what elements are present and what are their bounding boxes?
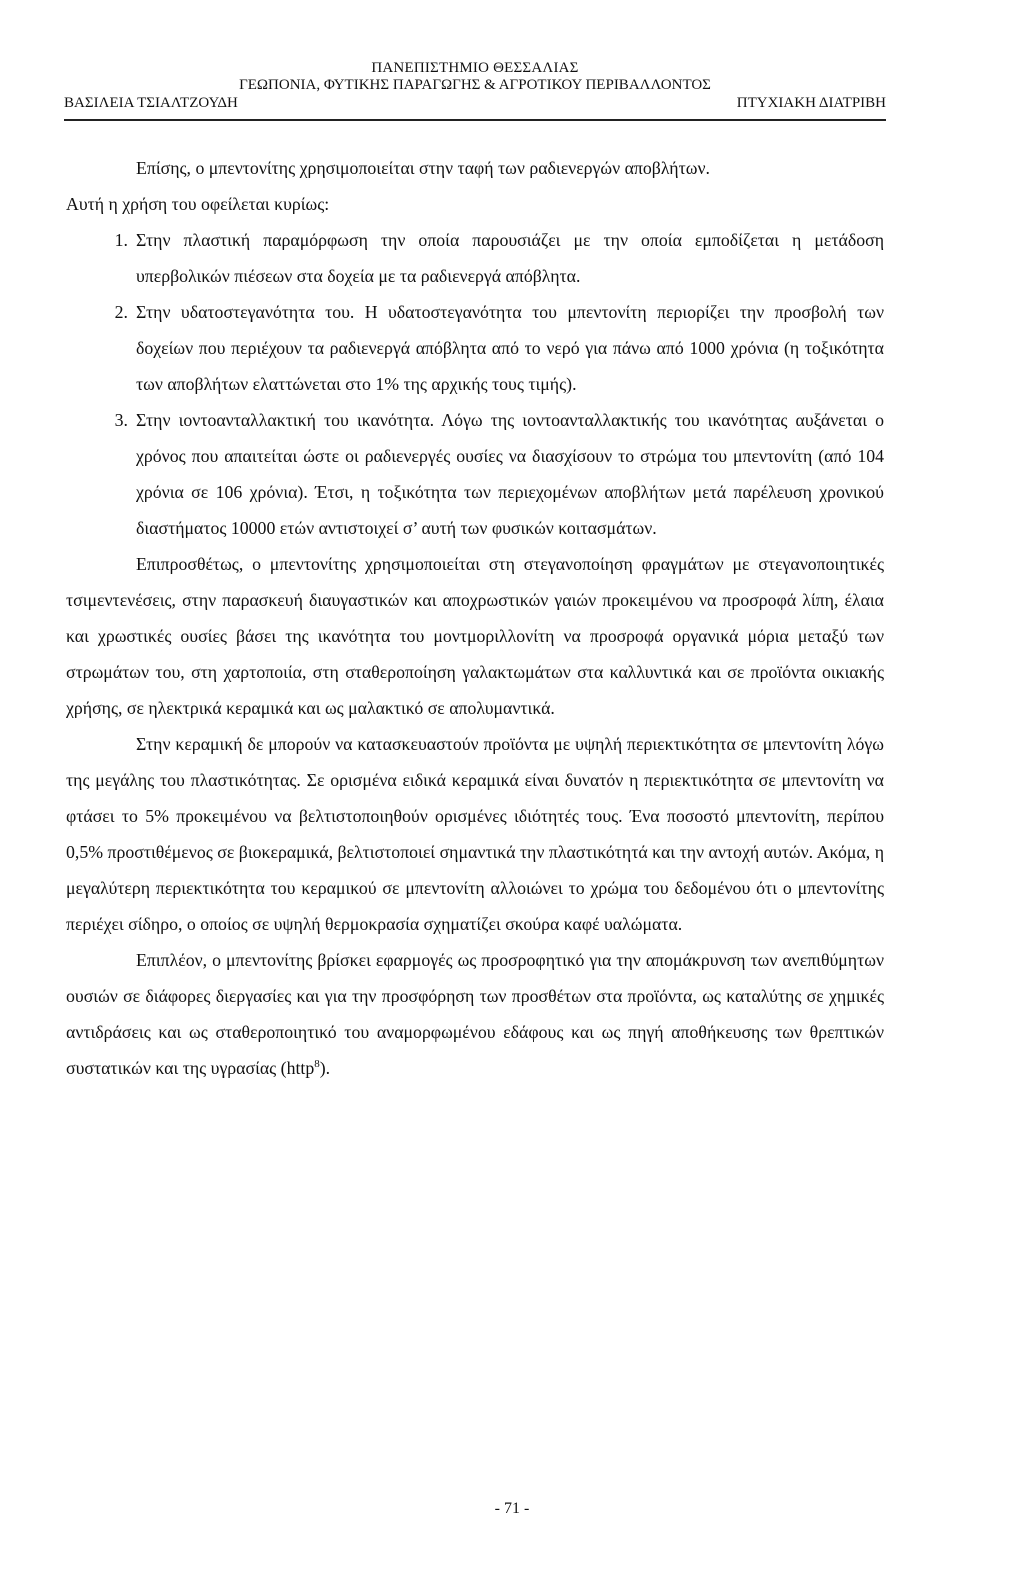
paragraph-applications-text: Επιπλέον, ο μπεντονίτης βρίσκει εφαρμογές ως προσροφητικό για την απομάκρυνση των ανεπιθύμητων ουσιών σε διάφορες διεργασίες και για την προσφόρηση των προσθέτων στα προϊόντα, ως καταλύτης σε χημικές αντιδράσεις και ως σταθεροποιητικό του αναμορφωμένου εδάφους και ως πηγή αποθήκευσης των θρεπτικών συστατικών και της υγρασίας (http <box>66 950 884 1078</box>
intro-sentence-2: Αυτή η χρήση του οφείλεται κυρίως: <box>66 194 330 214</box>
department-name: ΓΕΩΠΟΝΙΑ, ΦΥΤΙΚΗΣ ΠΑΡΑΓΩΓΗΣ & ΑΓΡΟΤΙΚΟΥ ΠΕΡΙΒΑΛΛΟΝΤΟΣ <box>239 77 711 93</box>
reference-superscript: 8 <box>314 1058 320 1070</box>
list-text: Στην υδατοστεγανότητα του. Η υδατοστεγανότητα του μπεντονίτη περιορίζει την προσβολή των δοχείων που περιέχουν τα ραδιενεργά απόβλητα από το νερό για πάνω από 1000 χρόνια (η τοξικότητα των αποβλήτων ελαττώνεται στο 1% της αρχικής τους τιμής). <box>136 302 884 394</box>
page-number: - 71 - <box>494 1500 530 1517</box>
list-text: Στην πλαστική παραμόρφωση την οποία παρουσιάζει με την οποία εμποδίζεται η μετάδοση υπερβολικών πιέσεων στα δοχεία με τα ραδιενεργά απόβλητα. <box>136 230 884 286</box>
header-row <box>64 77 886 95</box>
list-item <box>66 294 884 402</box>
document-type: ΠΤΥΧΙΑΚΗ ΔΙΑΤΡΙΒΗ <box>736 95 886 111</box>
list-item <box>66 402 884 546</box>
paragraph-applications <box>66 942 884 1086</box>
list-text: Στην ιοντοανταλλακτική του ικανότητα. Λόγω της ιοντοανταλλακτικής του ικανότητας αυξάνεται ο χρόνος που απαιτείται ώστε οι ραδιενεργές ουσίες να διασχίσουν το στρώμα του μπεντονίτη (από 104 χρόνια σε 106 χρόνια). Έτσι, η τοξικότητα των περιεχομένων αποβλήτων μετά παρέλευση χρονικού διαστήματος 10000 ετών αντιστοιχεί σ’ αυτή των φυσικών κοιτασμάτων. <box>136 410 884 538</box>
list-number: 1. <box>114 230 128 250</box>
paragraph-applications-end: ). <box>319 1058 331 1078</box>
page-header <box>64 60 886 113</box>
university-name: ΠΑΝΕΠΙΣΤΗΜΙΟ ΘΕΣΣΑΛΙΑΣ <box>371 60 579 76</box>
intro-sentence: Επίσης, ο μπεντονίτης χρησιμοποιείται στην ταφή των ραδιενεργών αποβλήτων. <box>136 158 710 178</box>
header-rule <box>64 119 886 121</box>
paragraph-uses: Επιπροσθέτως, ο μπεντονίτης χρησιμοποιείται στη στεγανοποίηση φραγμάτων με στεγανοποιητικές τσιμεντενέσεις, στην παρασκευή διαυγαστικών και αποχρωστικών γαιών προκειμένου να προσροφά λίπη, έλαια και χρωστικές ουσίες βάσει της ικανότητα του μοντμοριλλονίτη να προσροφά οργανικά μόρια μεταξύ των στρωμάτων του, στη χαρτοποιία, στη σταθεροποίηση γαλακτωμάτων στα καλλυντικά και σε προϊόντα οικιακής χρήσης, σε ηλεκτρικά κεραμικά και ως μαλακτικό σε απολυμαντικά. <box>66 554 884 718</box>
list-item <box>66 222 884 294</box>
list-number: 2. <box>114 302 128 322</box>
list-number: 3. <box>114 410 128 430</box>
header-row-bottom <box>64 95 886 113</box>
paragraph-ceramics: Στην κεραμική δε μπορούν να κατασκευαστούν προϊόντα με υψηλή περιεκτικότητα σε μπεντονίτη λόγω της μεγάλης του πλαστικότητας. Σε ορισμένα ειδικά κεραμικά είναι δυνατόν η περιεκτικότητα σε μπεντονίτη να φτάσει το 5% προκειμένου να βελτιστοποιηθούν ορισμένες ιδιότητές τους. Ένα ποσοστό μπεντονίτη, περίπου 0,5% προστιθέμενος σε βιοκεραμικά, βελτιστοποιεί σημαντικά την πλαστικότητά και την αντοχή αυτών. Ακόμα, η μεγαλύτερη περιεκτικότητα του κεραμικού σε μπεντονίτη αλλοιώνει το χρώμα του δεδομένου ότι ο μπεντονίτης περιέχει σίδηρο, ο οποίος σε υψηλή θερμοκρασία σχηματίζει σκούρα καφέ υαλώματα. <box>66 734 884 934</box>
page-body <box>66 150 884 1086</box>
author-name: ΒΑΣΙΛΕΙΑ ΤΣΙΑΛΤΖΟΥΔΗ <box>64 95 238 111</box>
